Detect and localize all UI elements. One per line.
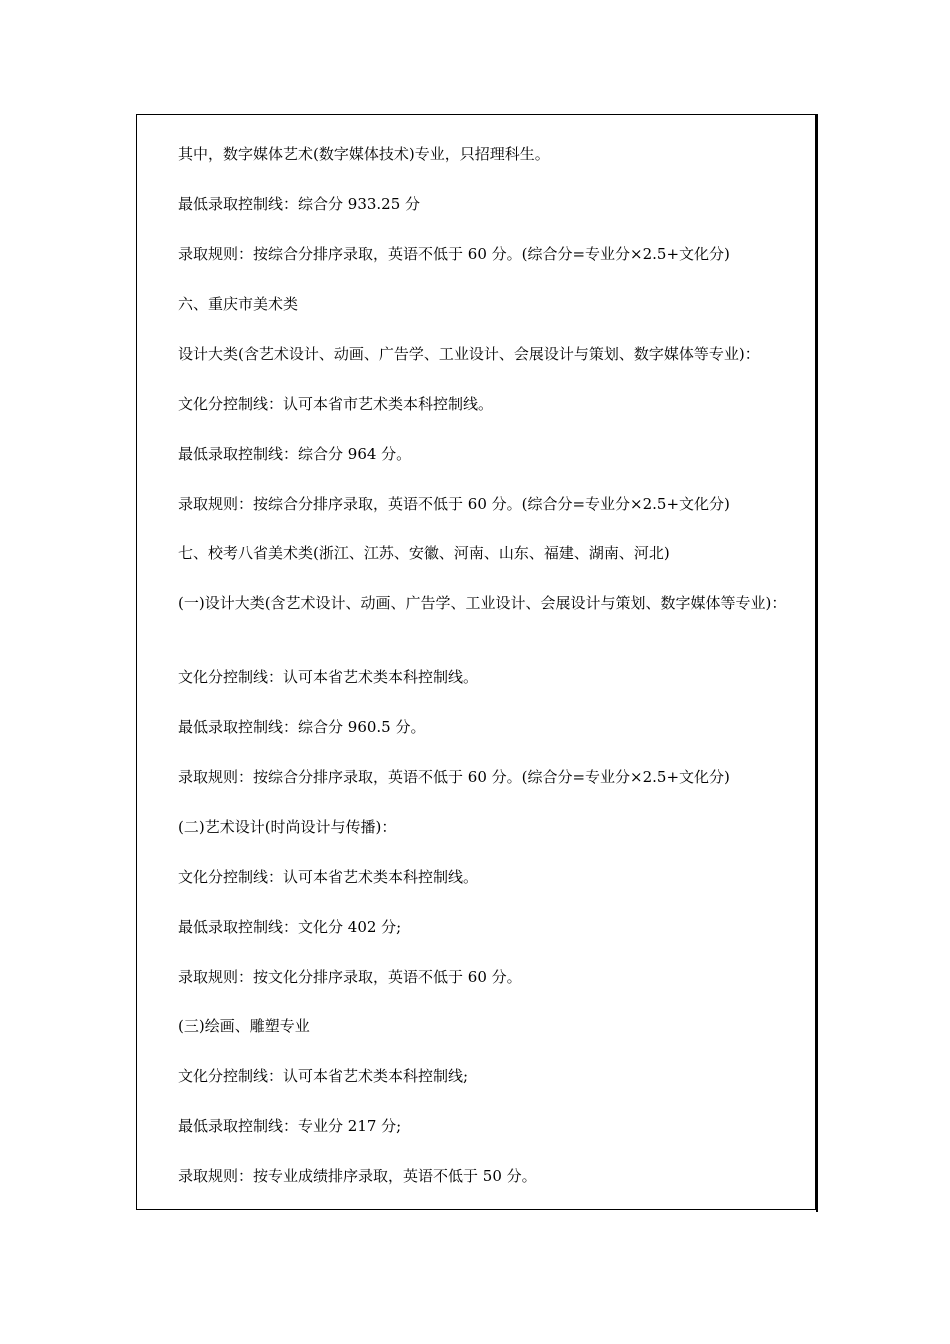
paragraph-design-category-2: (一)设计大类(含艺术设计、动画、广告学、工业设计、会展设计与策划、数字媒体等专业)： [178,594,787,612]
paragraph-culture-line-2: 文化分控制线：认可本省艺术类本科控制线。 [178,668,479,686]
paragraph-culture-line-1: 文化分控制线：认可本省市艺术类本科控制线。 [178,395,494,413]
paragraph-min-line-2: 最低录取控制线：综合分 964 分。 [178,445,412,463]
paragraph-culture-line-4: 文化分控制线：认可本省艺术类本科控制线; [178,1067,469,1085]
section-heading-eight-provinces: 七、校考八省美术类(浙江、江苏、安徽、河南、山东、福建、湖南、河北) [178,544,670,562]
paragraph-rule-5: 录取规则：按专业成绩排序录取，英语不低于 50 分。 [178,1167,537,1185]
paragraph-digital-media-note: 其中，数字媒体艺术(数字媒体技术)专业，只招理科生。 [178,145,550,163]
paragraph-rule-4: 录取规则：按文化分排序录取，英语不低于 60 分。 [178,968,522,986]
paragraph-culture-line-3: 文化分控制线：认可本省艺术类本科控制线。 [178,868,479,886]
paragraph-min-line-5: 最低录取控制线：专业分 217 分; [178,1117,402,1135]
subheading-fashion-design: (二)艺术设计(时尚设计与传播)： [178,818,397,836]
paragraph-rule-3: 录取规则：按综合分排序录取，英语不低于 60 分。(综合分=专业分×2.5+文化分) [178,768,730,786]
paragraph-rule-1: 录取规则：按综合分排序录取，英语不低于 60 分。(综合分=专业分×2.5+文化分) [178,245,730,263]
paragraph-design-category-1: 设计大类(含艺术设计、动画、广告学、工业设计、会展设计与策划、数字媒体等专业)： [178,345,760,363]
paragraph-min-line-3: 最低录取控制线：综合分 960.5 分。 [178,718,426,736]
subheading-painting-sculpture: (三)绘画、雕塑专业 [178,1017,310,1035]
document-frame [136,114,816,1210]
section-heading-chongqing: 六、重庆市美术类 [178,295,299,313]
paragraph-min-line-1: 最低录取控制线：综合分 933.25 分 [178,195,421,213]
paragraph-min-line-4: 最低录取控制线：文化分 402 分; [178,918,402,936]
paragraph-rule-2: 录取规则：按综合分排序录取，英语不低于 60 分。(综合分=专业分×2.5+文化分) [178,495,730,513]
